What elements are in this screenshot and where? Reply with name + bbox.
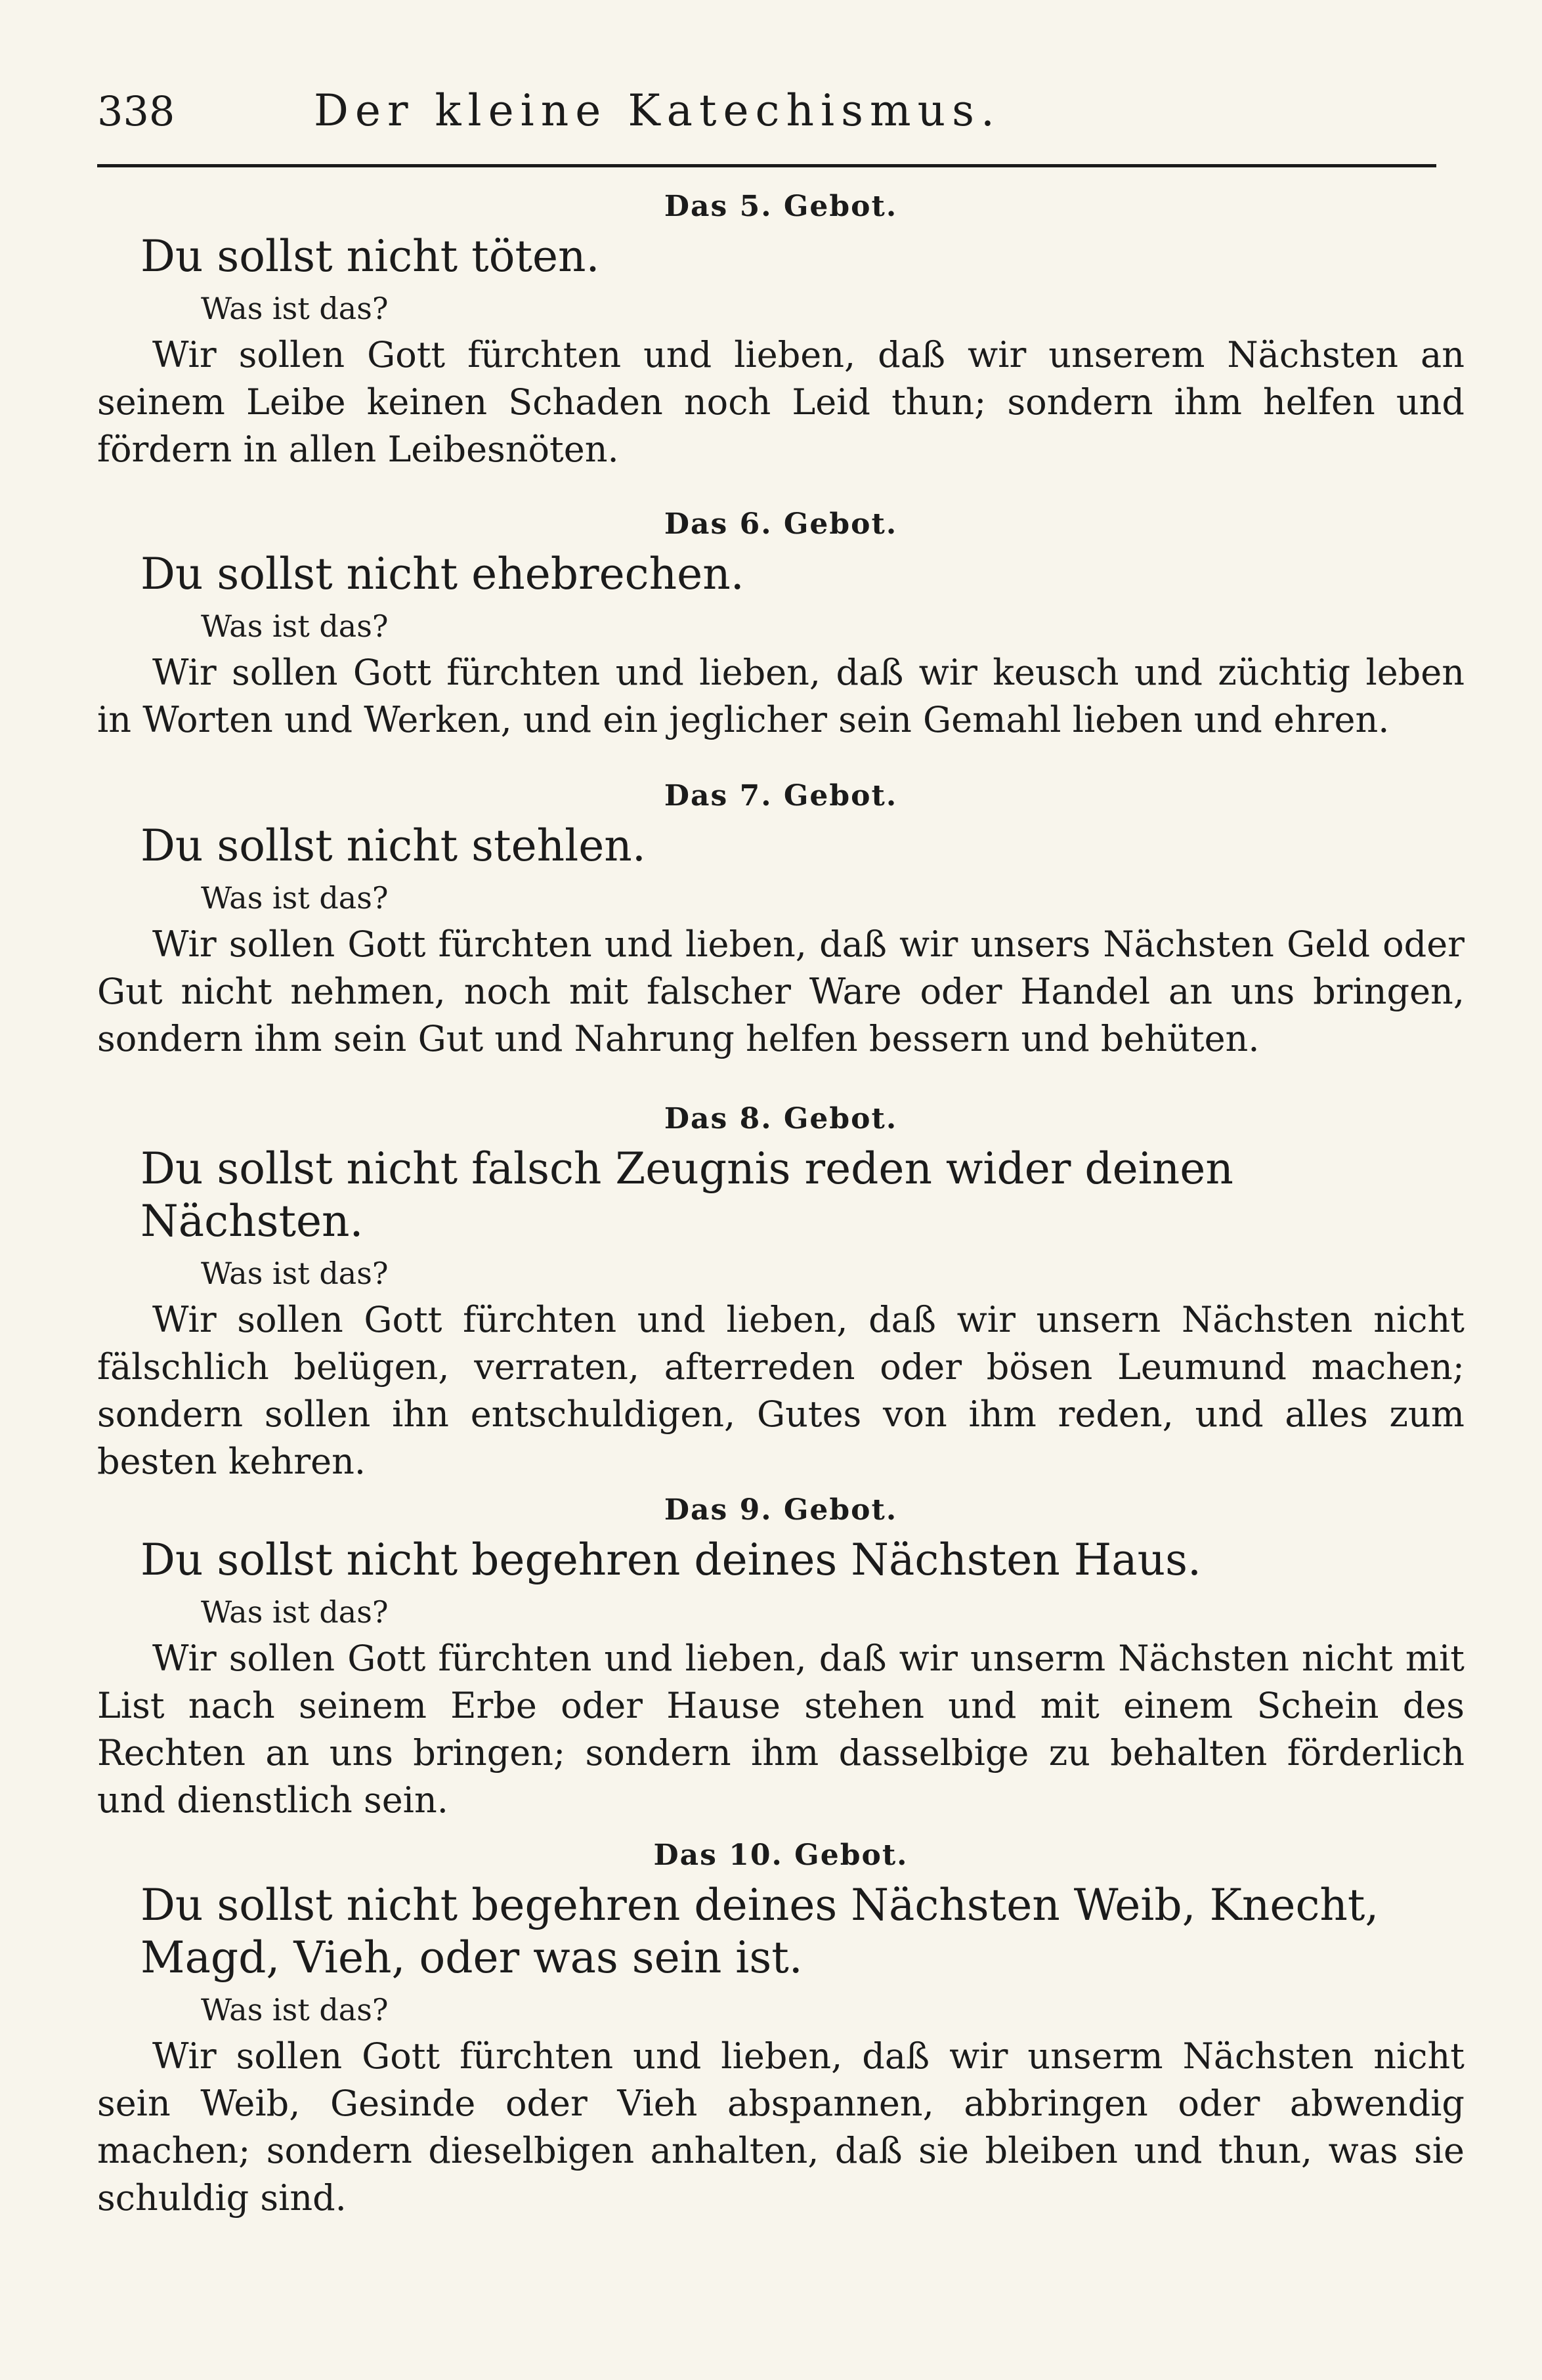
commandment-heading: Das 7. Gebot.: [664, 779, 898, 813]
answer-text: Wir sollen Gott fürchten und lieben, daß wir unserem Nächsten an seinem Leibe keinen Schaden noch Leid thun; sondern ihm helfen und fördern in allen Leibesnöten.: [97, 334, 1465, 470]
commandment-heading: Das 8. Gebot.: [664, 1102, 898, 1136]
question-text: Was ist das?: [201, 880, 389, 916]
commandment-heading: Das 9. Gebot.: [664, 1493, 898, 1527]
answer-text: Wir sollen Gott fürchten und lieben, daß wir unserm Nächsten nicht mit List nach seinem Erbe oder Hause stehen und mit einem Schein des Rechten an uns bringen; sondern ihm dasselbige zu behalten förderlich und dienstlich sein.: [97, 1638, 1465, 1821]
commandment-section-5: [97, 187, 1465, 473]
question-text: Was ist das?: [201, 291, 389, 326]
commandment-text: Du sollst nicht stehlen.: [140, 820, 646, 871]
commandment-section-6: [97, 505, 1465, 744]
commandment-heading: Das 10. Gebot.: [653, 1838, 909, 1872]
answer-text: Wir sollen Gott fürchten und lieben, daß wir unsern Nächsten nicht fälschlich belügen, verraten, afterreden oder bösen Leumund machen; sondern sollen ihn entschuldigen, Gutes von ihm reden, und alles zum besten kehren.: [97, 1299, 1465, 1482]
commandment-section-7: [97, 776, 1465, 1063]
commandment-heading: Das 6. Gebot.: [664, 507, 898, 541]
commandment-text: Du sollst nicht ehebrechen.: [140, 549, 744, 599]
question-text: Was ist das?: [201, 1594, 389, 1630]
question-text: Was ist das?: [201, 608, 389, 644]
answer-text: Wir sollen Gott fürchten und lieben, daß wir unsers Nächsten Geld oder Gut nicht nehmen, noch mit falscher Ware oder Handel an uns bringen, sondern ihm sein Gut und Nahrung helfen bessern und behüten.: [97, 924, 1465, 1059]
question-text: Was ist das?: [201, 1992, 389, 2028]
question-text: Was ist das?: [201, 1256, 389, 1291]
header-rule: [97, 164, 1436, 167]
commandment-heading: Das 5. Gebot.: [664, 190, 898, 223]
answer-text: Wir sollen Gott fürchten und lieben, daß wir keusch und züchtig leben in Worten und Werken, und ein jeglicher sein Gemahl lieben und ehren.: [97, 652, 1465, 740]
commandment-text: Du sollst nicht begehren deines Nächsten Weib, Knecht, Magd, Vieh, oder was sein ist.: [140, 1880, 1379, 1983]
running-header: [97, 85, 1465, 144]
commandment-section-9: [97, 1491, 1465, 1824]
running-title: Der kleine Katechismus.: [314, 85, 1001, 136]
answer-text: Wir sollen Gott fürchten und lieben, daß wir unserm Nächsten nicht sein Weib, Gesinde oder Vieh abspannen, abbringen oder abwendig machen; sondern dieselbigen anhalten, daß sie bleiben und thun, was sie schuldig sind.: [97, 2035, 1465, 2219]
page-number: 338: [97, 87, 175, 135]
commandment-text: Du sollst nicht begehren deines Nächsten Haus.: [140, 1535, 1202, 1585]
commandment-section-10: [97, 1836, 1465, 2222]
commandment-text: Du sollst nicht töten.: [140, 231, 600, 282]
commandment-section-8: [97, 1099, 1465, 1485]
commandment-text: Du sollst nicht falsch Zeugnis reden wider deinen Nächsten.: [140, 1143, 1233, 1246]
